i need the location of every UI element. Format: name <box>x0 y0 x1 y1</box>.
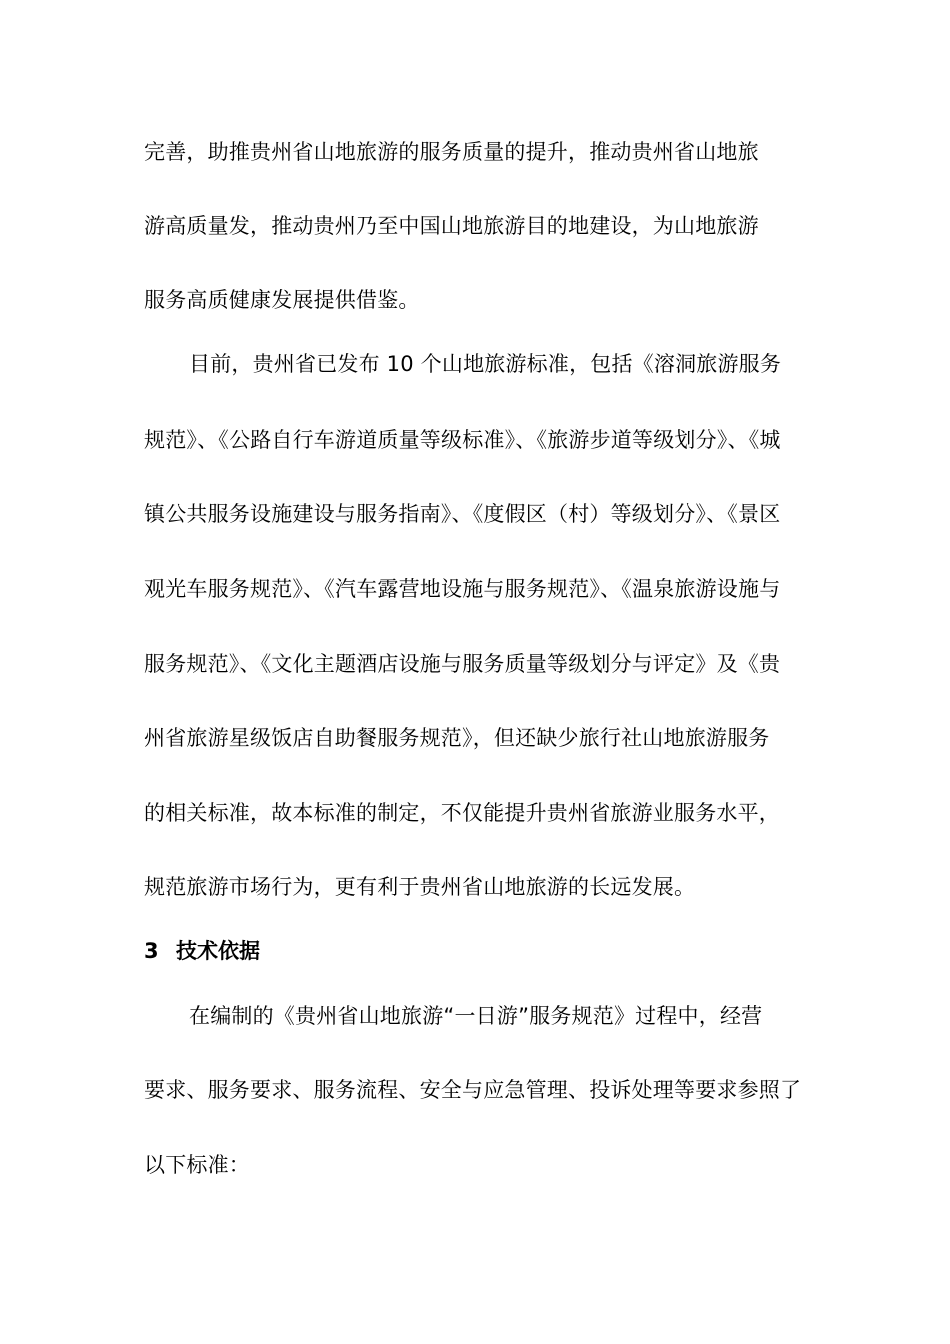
section-title: 技术依据 <box>176 939 260 963</box>
paragraph-line: 目前，贵州省已发布 10 个山地旅游标准，包括《溶洞旅游服务 <box>189 352 782 376</box>
paragraph-line: 镇公共服务设施建设与服务指南》、《度假区（村）等级划分》、《景区 <box>144 502 781 526</box>
paragraph-line: 在编制的《贵州省山地旅游“一日游”服务规范》过程中，经营 <box>189 1004 763 1028</box>
paragraph-line: 要求、服务要求、服务流程、安全与应急管理、投诉处理等要求参照了 <box>144 1078 802 1102</box>
paragraph-line: 游高质量发，推动贵州乃至中国山地旅游目的地建设，为山地旅游 <box>144 214 759 238</box>
paragraph-line: 观光车服务规范》、《汽车露营地设施与服务规范》、《温泉旅游设施与 <box>144 577 781 601</box>
paragraph-line: 以下标准： <box>144 1153 250 1177</box>
paragraph-line: 规范旅游市场行为，更有利于贵州省山地旅游的长远发展。 <box>144 875 696 899</box>
paragraph-line: 的相关标准，故本标准的制定，不仅能提升贵州省旅游业服务水平， <box>144 801 780 825</box>
paragraph-line: 服务规范》、《文化主题酒店设施与服务质量等级划分与评定》及《贵 <box>144 652 781 676</box>
paragraph-line: 州省旅游星级饭店自助餐服务规范》，但还缺少旅行社山地旅游服务 <box>144 726 770 750</box>
paragraph-line: 完善，助推贵州省山地旅游的服务质量的提升，推动贵州省山地旅 <box>144 140 759 164</box>
section-number: 3 <box>144 939 159 963</box>
paragraph-line: 服务高质健康发展提供借鉴。 <box>144 288 420 312</box>
paragraph-line: 规范》、《公路自行车游道质量等级标准》、《旅游步道等级划分》、《城 <box>144 428 781 452</box>
section-heading <box>144 936 260 966</box>
